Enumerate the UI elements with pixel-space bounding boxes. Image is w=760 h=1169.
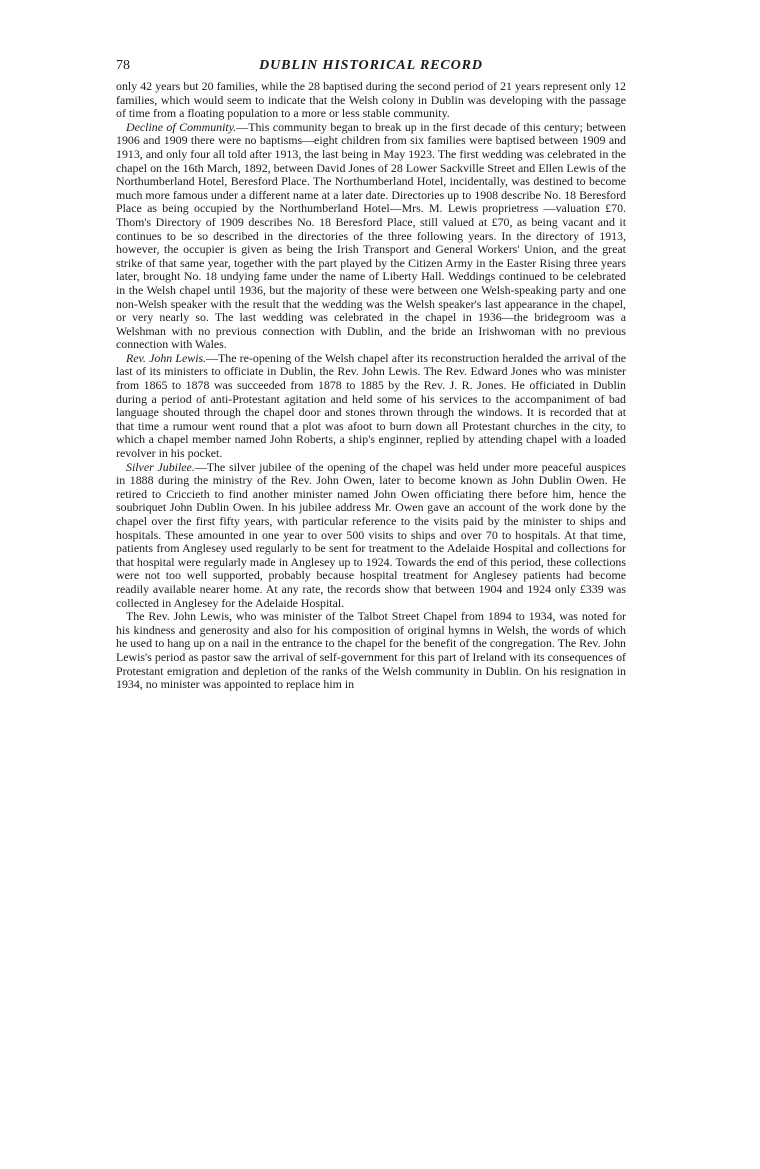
page-number: 78 — [116, 58, 130, 73]
paragraph-text: only 42 years but 20 families, while the 28 baptised during the second period of 21 years represent only 12 families, which would seem to indicate that the Welsh colony in Dublin was developing with the passage of time from a floating population to a more or less stable community. — [116, 79, 626, 121]
paragraph-rev-john-lewis — [116, 352, 626, 461]
paragraph-text: —This community began to break up in the first decade of this century; between 1906 and 1909 there were no baptisms—eight children from six families were baptised between 1909 and 1913, and only four all told after 1913, the last being in May 1923. The first wedding was celebrated in the chapel on the 16th March, 1892, between David Jones of 28 Lower Sackville Street and Ellen Lewis of the Northumberland Hotel, Beresford Place. The Northumberland Hotel, incidentally, was destined to become much more famous under a different name at a later date. Directories up to 1908 describe No. 18 Beresford Place as being occupied by the Northumberland Hotel—Mrs. M. Lewis proprietress —valuation £70. Thom's Directory of 1909 describes No. 18 Beresford Place, still valued at £70, as being vacant and it continues to be so described in the directories of the three following years. In the directory of 1913, however, the occupier is given as being the Irish Transport and General Workers' Union, and the great strike of that same year, together with the part played by the Citizen Army in the Easter Rising three years later, brought No. 18 undying fame under the name of Liberty Hall. Weddings continued to be celebrated in the Welsh chapel until 1936, but the majority of these were between one Welsh-speaking party and one non-Welsh speaker with the result that the wedding was the Welsh speaker's last appearance in the chapel, or very nearly so. The last wedding was celebrated in the chapel in 1936—the bridegroom was a Welshman with no previous connection with Dublin, and the bride an Irishwoman with no previous connection with Wales. — [116, 119, 626, 352]
article-body — [116, 80, 626, 692]
paragraph-text: —The re-opening of the Welsh chapel after its reconstruction heralded the arrival of the last of its ministers to officiate in Dublin, the Rev. John Lewis. The Rev. Edward Jones who was minister from 1865 to 1878 was succeeded from 1878 to 1885 by the Rev. J. R. Jones. He officiated in Dublin during a period of anti-Protestant agitation and held some of his services to the accompaniment of bad language shouted through the chapel door and stones thrown through the windows. It is recorded that at that time a rumour went round that a plot was afoot to burn down all Protestant churches in the city, to which a chapel member named John Roberts, a ship's enginner, replied by attending chapel with a loaded revolver in his pocket. — [116, 350, 626, 461]
paragraph-silver-jubilee — [116, 461, 626, 611]
section-heading: Silver Jubilee. — [126, 459, 195, 474]
paragraph-text: —The silver jubilee of the opening of the chapel was held under more peaceful auspices in 1888 during the ministry of the Rev. John Owen, later to become known as John Dublin Owen. He retired to Criccieth to find another minister named John Owen officiating there before him, hence the soubriquet John Dublin Owen. In his jubilee address Mr. Owen gave an account of the work done by the chapel over the first fifty years, with particular reference to the visits paid by the minister to ships and hospitals. These amounted in one year to over 500 visits to ships and over 70 to hospitals. At that time, patients from Anglesey used regularly to be sent for treatment to the Adelaide Hospital and collections for that hospital were regularly made in Anglesey up to 1924. Towards the end of this period, these collections were not too well supported, probably because hospital treatment for Anglesey patients had become readily available nearer home. At any rate, the records show that between 1904 and 1924 only £339 was collected in Anglesey for the Adelaide Hospital. — [116, 459, 626, 610]
running-head: DUBLIN HISTORICAL RECORD — [259, 58, 483, 73]
page-header — [116, 58, 626, 78]
paragraph-text: The Rev. John Lewis, who was minister of the Talbot Street Chapel from 1894 to 1934, was noted for his kindness and generosity and also for his composition of original hymns in Welsh, the words of which he used to hang up on a nail in the entrance to the chapel for the benefit of the congregation. The Rev. John Lewis's period as pastor saw the arrival of self-government for this part of Ireland with its consequences of Protestant emigration and depletion of the ranks of the Welsh community in Dublin. On his resignation in 1934, no minister was appointed to replace him in — [116, 609, 626, 692]
section-heading: Rev. John Lewis. — [126, 350, 207, 365]
paragraph-talbot-street — [116, 610, 626, 692]
paragraph-decline-of-community — [116, 121, 626, 352]
document-page — [116, 58, 626, 692]
paragraph-continuation — [116, 80, 626, 121]
section-heading: Decline of Community. — [126, 119, 237, 134]
